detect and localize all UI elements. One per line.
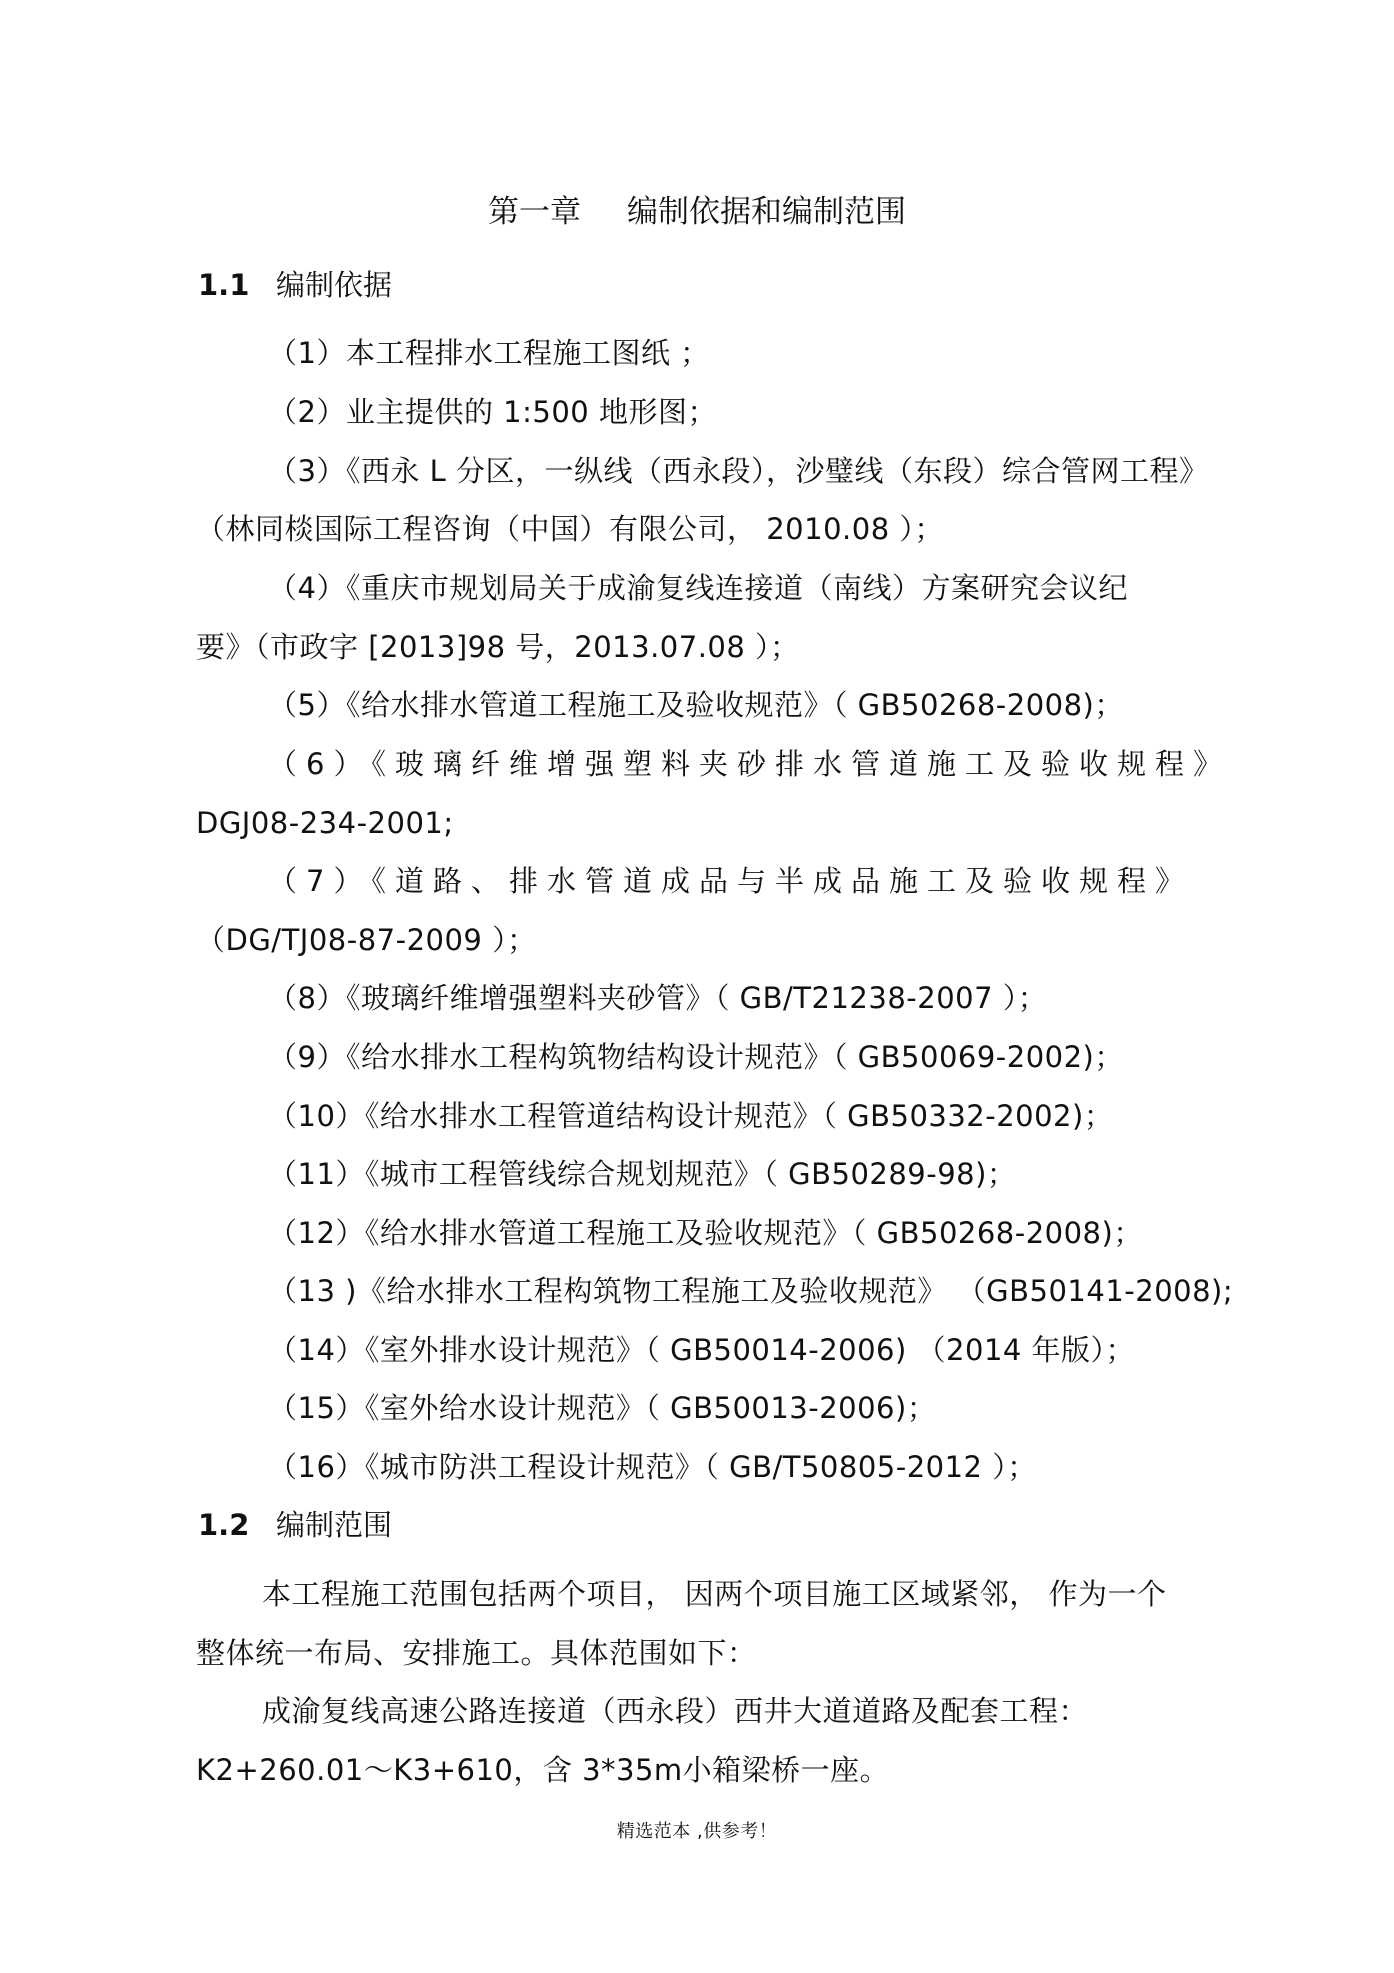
basis-item-3: （3）《西永 L 分区，一纵线（西永段），沙璧线（东段）综合管网工程》 <box>268 454 1209 488</box>
basis-item-7-continued: （DG/TJ08-87-2009 ）； <box>196 923 537 957</box>
section-heading-1-1 <box>198 268 392 302</box>
basis-item-2: （2）业主提供的 1:500 地形图； <box>268 395 717 429</box>
basis-item-13: （13 )《给水排水工程构筑物工程施工及验收规范》 （GB50141-2008); <box>268 1274 1234 1308</box>
page-footer: 精选范本 ,供参考！ <box>616 1821 778 1842</box>
basis-item-4-continued: 要》（市政字 [2013]98 号，2013.07.08 ）； <box>196 630 800 664</box>
scope-paragraph-line-3: 成渝复线高速公路连接道（西永段）西井大道道路及配套工程： <box>262 1694 1089 1728</box>
scope-paragraph-line-1: 本工程施工范围包括两个项目， 因两个项目施工区域紧邻， 作为一个 <box>262 1577 1167 1611</box>
scope-paragraph-line-2: 整体统一布局、安排施工。具体范围如下： <box>196 1636 757 1670</box>
section-heading-1-2 <box>198 1508 392 1542</box>
basis-item-5: （5）《给水排水管道工程施工及验收规范》（ GB50268-2008)； <box>268 688 1124 722</box>
basis-item-11: （11）《城市工程管线综合规划规范》（ GB50289-98)； <box>268 1157 1017 1191</box>
chapter-number: 第一章 <box>488 194 581 230</box>
basis-item-10: （10）《给水排水工程管道结构设计规范》（ GB50332-2002)； <box>268 1099 1114 1133</box>
section-title: 编制依据 <box>276 268 393 302</box>
basis-item-6: （6）《玻璃纤维增强塑料夹砂排水管道施工及验收规程》 <box>268 747 1231 781</box>
basis-item-15: （15）《室外给水设计规范》（ GB50013-2006)； <box>268 1391 937 1425</box>
basis-item-8: （8）《玻璃纤维增强塑料夹砂管》（ GB/T21238-2007 ）； <box>268 981 1048 1015</box>
basis-item-9: （9）《给水排水工程构筑物结构设计规范》（ GB50069-2002)； <box>268 1040 1124 1074</box>
scope-paragraph-line-4: K2+260.01～K3+610，含 3*35m小箱梁桥一座。 <box>196 1753 890 1787</box>
basis-item-4: （4）《重庆市规划局关于成渝复线连接道（南线）方案研究会议纪 <box>268 571 1128 605</box>
chapter-heading <box>0 194 1394 230</box>
chapter-title: 编制依据和编制范围 <box>627 194 906 230</box>
basis-item-1: （1）本工程排水工程施工图纸 ； <box>268 336 710 370</box>
section-number: 1.2 <box>198 1508 250 1542</box>
basis-item-7: （7）《道路、排水管道成品与半成品施工及验收规程》 <box>268 864 1193 898</box>
basis-item-3-continued: （林同棪国际工程咨询（中国）有限公司， 2010.08 ）； <box>196 512 944 546</box>
section-title: 编制范围 <box>276 1508 393 1542</box>
basis-item-14: （14）《室外排水设计规范》（ GB50014-2006) （2014 年版）； <box>268 1333 1136 1367</box>
section-number: 1.1 <box>198 268 250 302</box>
basis-item-6-continued: DGJ08-234-2001; <box>196 806 454 840</box>
basis-item-12: （12）《给水排水管道工程施工及验收规范》（ GB50268-2008)； <box>268 1216 1143 1250</box>
basis-item-16: （16）《城市防洪工程设计规范》（ GB/T50805-2012 ）； <box>268 1450 1037 1484</box>
